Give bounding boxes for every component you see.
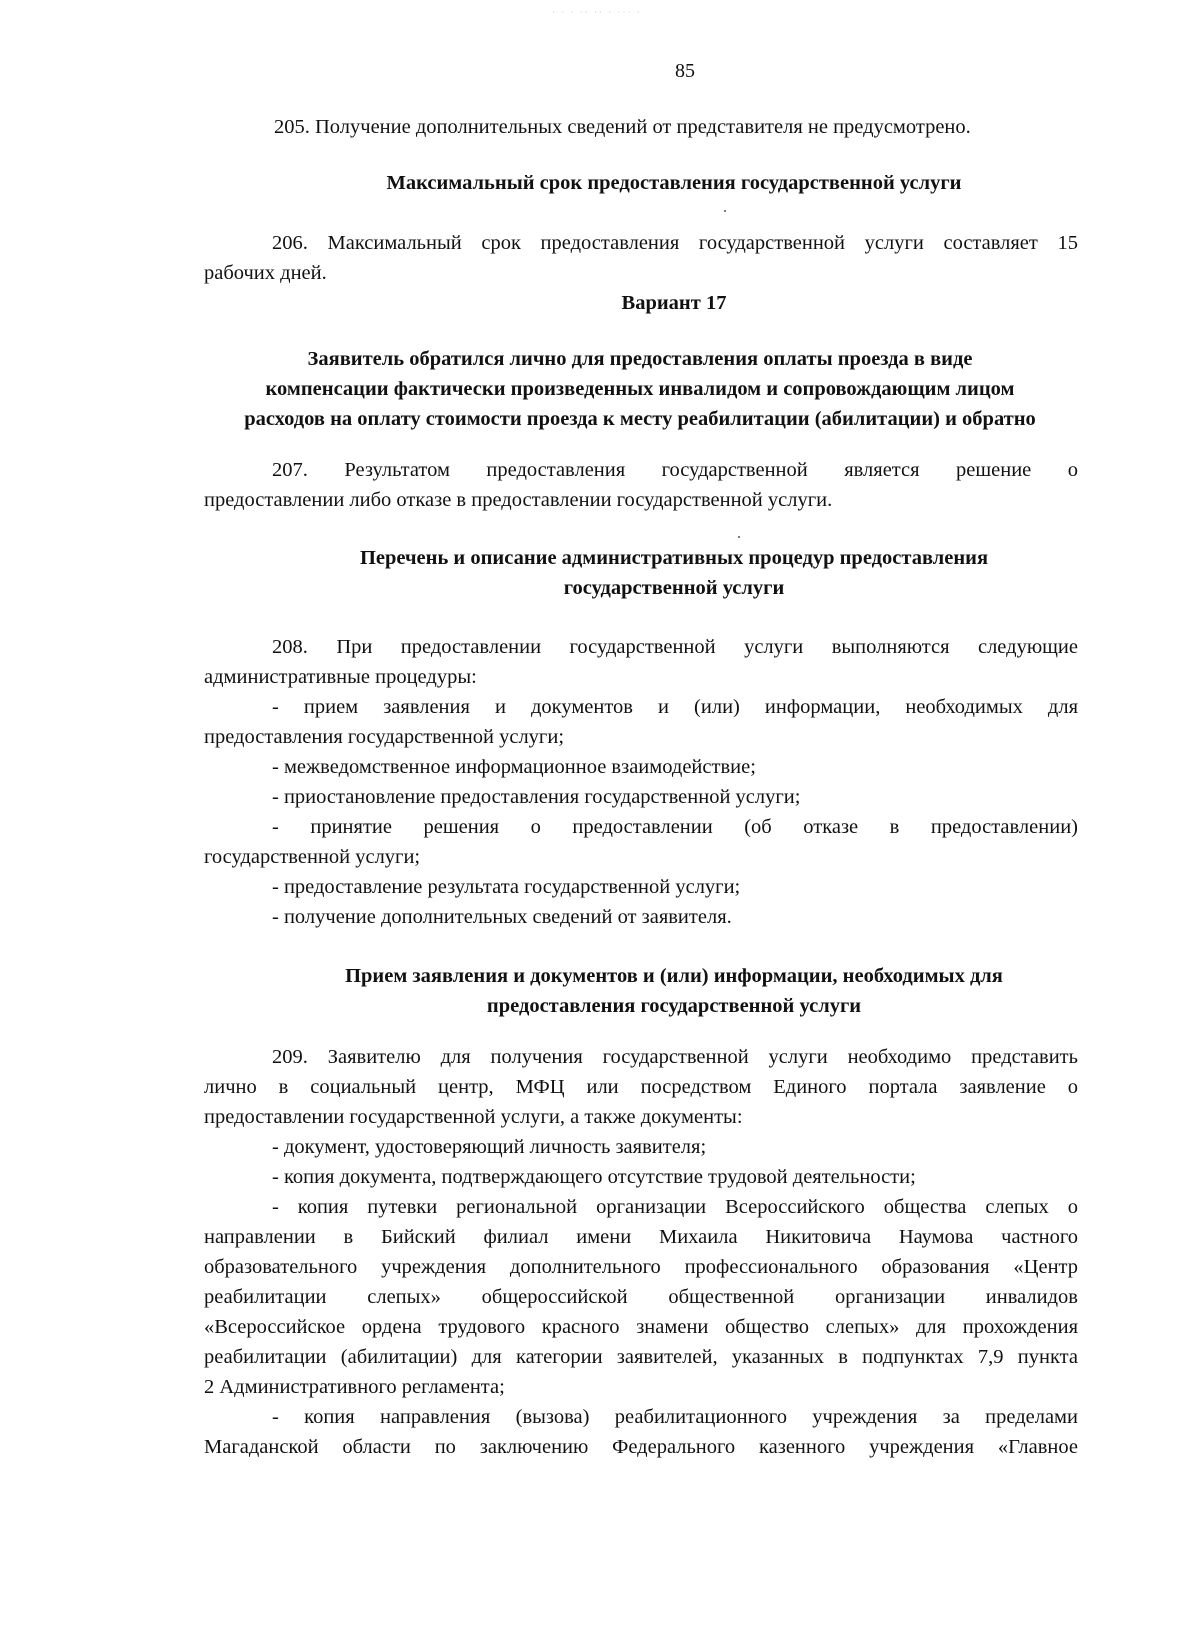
paragraph-line: рабочих дней.: [204, 262, 327, 284]
heading-max-term: [204, 168, 1144, 198]
page-number: 85: [675, 60, 695, 82]
list-item-continuation: реабилитации (абилитации) для категории заявителей, указанных в подпунктах 7,9 пункта: [204, 1346, 1078, 1368]
list-item: - копия путевки региональной организации Всероссийского общества слепых о: [272, 1196, 1078, 1218]
paragraph-208: [204, 632, 1078, 932]
paragraph-line: 208. При предоставлении государственной услуги выполняются следующие: [272, 636, 1078, 658]
paragraph-207: [204, 455, 1078, 515]
list-item-continuation: реабилитации слепых» общероссийской общественной организации инвалидов: [204, 1286, 1078, 1308]
list-item: - копия направления (вызова) реабилитационного учреждения за пределами: [272, 1406, 1078, 1428]
scan-dot: [738, 536, 740, 538]
heading-reception: [204, 961, 1144, 1021]
paragraph-205: [274, 112, 1074, 142]
heading-line: Заявитель обратился лично для предоставления оплаты проезда в виде: [307, 348, 973, 370]
scan-artifact: · · · ·· ·· · ··· ·: [552, 7, 642, 17]
list-item-continuation: образовательного учреждения дополнительного профессионального образования «Центр: [204, 1256, 1078, 1278]
list-item: - документ, удостоверяющий личность заявителя;: [272, 1136, 707, 1158]
paragraph-line: административные процедуры:: [204, 666, 477, 688]
paragraph-line: 207. Результатом предоставления государственной является решение о: [272, 459, 1078, 481]
list-item-continuation: 2 Административного регламента;: [204, 1376, 505, 1398]
heading-line: государственной услуги: [563, 577, 785, 599]
list-item-continuation: «Всероссийское ордена трудового красного знамени общество слепых» для прохождения: [204, 1316, 1078, 1338]
heading-line: Перечень и описание административных процедур предоставления: [359, 547, 989, 569]
list-item-continuation: государственной услуги;: [204, 846, 421, 868]
list-item: - приостановление предоставления государственной услуги;: [272, 786, 801, 808]
paragraph-209: [204, 1042, 1078, 1462]
paragraph-line: 206. Максимальный срок предоставления государственной услуги составляет 15: [272, 232, 1078, 254]
paragraph-206: [204, 228, 1078, 288]
list-item: - прием заявления и документов и (или) информации, необходимых для: [272, 696, 1078, 718]
list-item-continuation: Магаданской области по заключению Федерального казенного учреждения «Главное: [204, 1436, 1078, 1458]
heading-line: предоставления государственной услуги: [486, 995, 862, 1017]
variant-heading: [204, 288, 1144, 318]
scan-dot: [724, 210, 726, 212]
list-item-continuation: направлении в Бийский филиал имени Михаила Никитовича Наумова частного: [204, 1226, 1078, 1248]
paragraph-text: 205. Получение дополнительных сведений от представителя не предусмотрено.: [274, 116, 971, 138]
paragraph-line: предоставлении государственной услуги, а также документы:: [204, 1106, 743, 1128]
heading-procedures: [204, 543, 1144, 603]
list-item: - копия документа, подтверждающего отсутствие трудовой деятельности;: [272, 1166, 916, 1188]
heading-applicant: [200, 344, 1080, 434]
list-item: - принятие решения о предоставлении (об отказе в предоставлении): [272, 816, 1078, 838]
heading-line: расходов на оплату стоимости проезда к месту реабилитации (абилитации) и обратно: [244, 408, 1036, 430]
paragraph-line: лично в социальный центр, МФЦ или посредством Единого портала заявление о: [204, 1076, 1078, 1098]
heading-text: Максимальный срок предоставления государственной услуги: [386, 172, 962, 194]
list-item-continuation: предоставления государственной услуги;: [204, 726, 565, 748]
paragraph-line: 209. Заявителю для получения государственной услуги необходимо представить: [272, 1046, 1078, 1068]
heading-line: Прием заявления и документов и (или) информации, необходимых для: [345, 965, 1003, 987]
list-item: - получение дополнительных сведений от заявителя.: [272, 906, 732, 928]
paragraph-line: предоставлении либо отказе в предоставлении государственной услуги.: [204, 489, 833, 511]
variant-text: Вариант 17: [621, 292, 727, 314]
heading-line: компенсации фактически произведенных инвалидом и сопровождающим лицом: [265, 378, 1015, 400]
list-item: - межведомственное информационное взаимодействие;: [272, 756, 756, 778]
list-item: - предоставление результата государственной услуги;: [272, 876, 741, 898]
